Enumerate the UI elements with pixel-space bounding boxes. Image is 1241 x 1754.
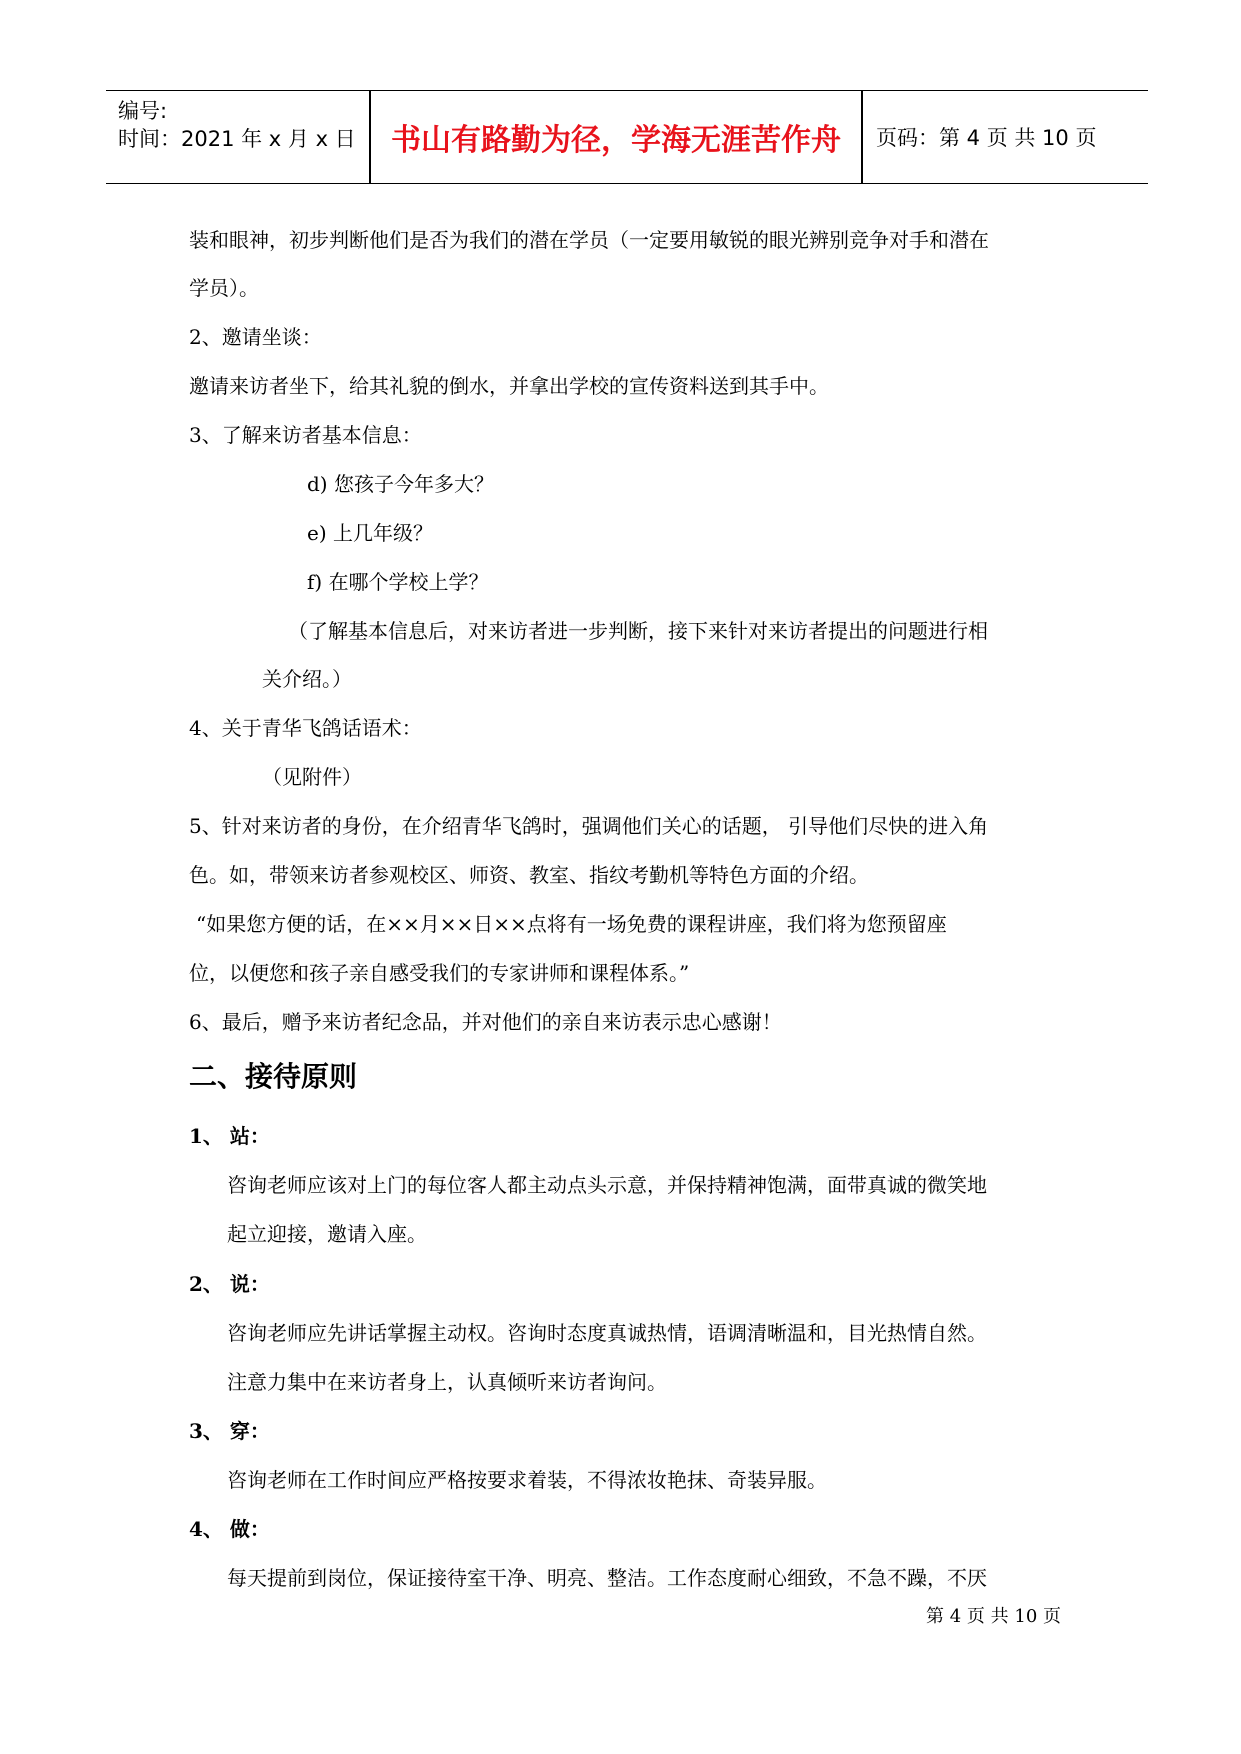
principle-heading: 2、 说： xyxy=(189,1272,270,1296)
paragraph-line: 学员）。 xyxy=(189,276,259,300)
list-item: d) 您孩子今年多大？ xyxy=(307,472,494,496)
paragraph-line: 邀请来访者坐下，给其礼貌的倒水，并拿出学校的宣传资料送到其手中。 xyxy=(189,374,829,398)
paragraph-line: 咨询老师在工作时间应严格按要求着装，不得浓妆艳抹、奇装异服。 xyxy=(227,1468,827,1492)
paragraph-line: 6、最后，赠予来访者纪念品，并对他们的亲自来访表示忠心感谢！ xyxy=(189,1010,782,1034)
page-footer: 第 4 页 共 10 页 xyxy=(926,1606,1061,1627)
principle-heading: 1、 站： xyxy=(189,1124,270,1148)
list-item: e) 上几年级？ xyxy=(307,521,433,545)
section-heading: 二、接待原则 xyxy=(189,1060,358,1093)
principle-heading: 3、 穿： xyxy=(189,1419,270,1443)
note-line: （了解基本信息后，对来访者进一步判断，接下来针对来访者提出的问题进行相 xyxy=(288,619,988,643)
paragraph-line: 起立迎接，邀请入座。 xyxy=(227,1222,427,1246)
note-line: 关介绍。） xyxy=(262,667,352,691)
step-title: 4、关于青华飞鸽话语术： xyxy=(189,716,422,740)
paragraph-line: 咨询老师应该对上门的每位客人都主动点头示意，并保持精神饱满，面带真诚的微笑地 xyxy=(227,1173,987,1197)
paragraph-line: 色。如，带领来访者参观校区、师资、教室、指纹考勤机等特色方面的介绍。 xyxy=(189,863,869,887)
step-title: 2、邀请坐谈： xyxy=(189,325,322,349)
header-meta xyxy=(118,93,373,181)
header-divider xyxy=(861,91,863,183)
paragraph-line: 注意力集中在来访者身上，认真倾听来访者询问。 xyxy=(227,1370,667,1394)
date-line: 时间：2021 年 x 月 x 日 xyxy=(118,127,356,151)
header-page-info: 页码：第 4 页 共 10 页 xyxy=(876,126,1097,150)
principle-heading: 4、 做： xyxy=(189,1517,270,1541)
paragraph-line: 装和眼神，初步判断他们是否为我们的潜在学员（一定要用敏锐的眼光辨别竞争对手和潜在 xyxy=(189,228,989,252)
quote-line: 位，以便您和孩子亲自感受我们的专家讲师和课程体系。” xyxy=(189,961,690,985)
header-motto: 书山有路勤为径，学海无涯苦作舟 xyxy=(391,123,841,158)
paragraph-line: （见附件） xyxy=(262,765,362,789)
paragraph-line: 5、针对来访者的身份，在介绍青华飞鸽时，强调他们关心的话题， 引导他们尽快的进入角 xyxy=(189,814,989,838)
paragraph-line: 每天提前到岗位，保证接待室干净、明亮、整洁。工作态度耐心细致，不急不躁，不厌 xyxy=(227,1566,987,1590)
list-item: f) 在哪个学校上学？ xyxy=(307,570,489,594)
paragraph-line: 咨询老师应先讲话掌握主动权。咨询时态度真诚热情，语调清晰温和，目光热情自然。 xyxy=(227,1321,987,1345)
serial-label: 编号: xyxy=(118,99,168,123)
page-header xyxy=(106,90,1148,184)
quote-line: “如果您方便的话，在××月××日××点将有一场免费的课程讲座，我们将为您预留座 xyxy=(196,912,947,936)
step-title: 3、了解来访者基本信息： xyxy=(189,423,422,447)
